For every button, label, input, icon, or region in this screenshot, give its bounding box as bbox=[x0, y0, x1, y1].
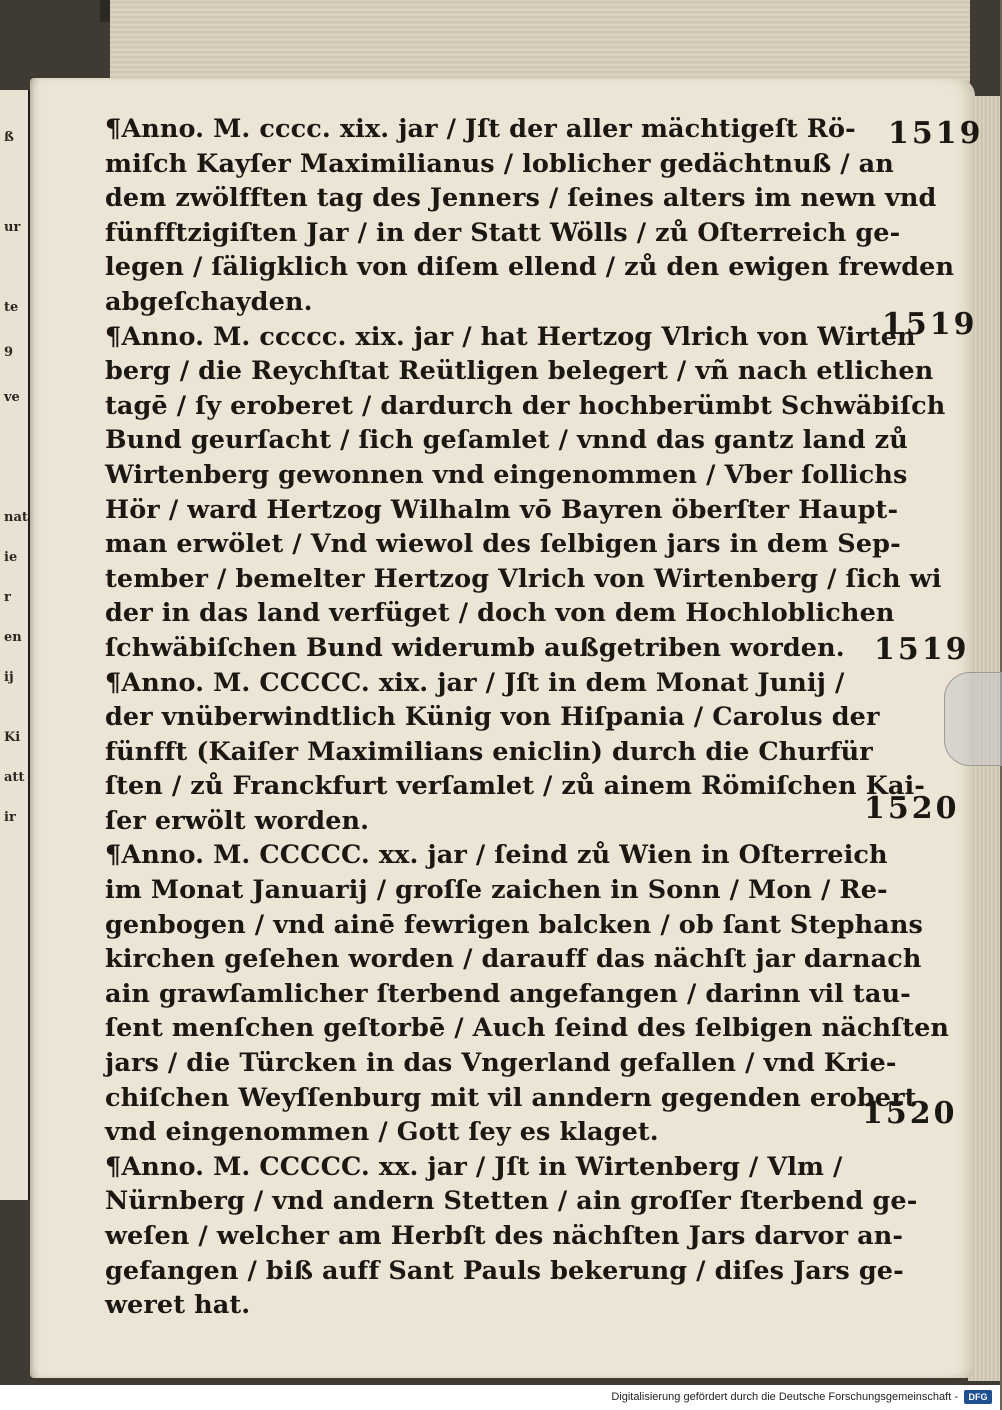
facing-page-text: ij bbox=[4, 670, 14, 685]
facing-page-text: nat bbox=[4, 510, 28, 525]
margin-year-1519-b: 1519 bbox=[882, 307, 978, 342]
text-line: dem zwölfften tag des Jenners / ſeines alters im newn vnd bbox=[105, 183, 937, 214]
chronicle-entry-1520-b bbox=[105, 1150, 918, 1323]
text-line: ¶Anno. M. ccccc. xix. jar / hat Hertzog Vlrich von Wirten bbox=[105, 321, 916, 352]
margin-year-1519-a: 1519 bbox=[888, 116, 984, 151]
text-line: jars / die Türcken in das Vngerland gefallen / vnd Krie- bbox=[105, 1048, 897, 1079]
facing-page-text: 9 bbox=[4, 345, 14, 360]
text-line: im Monat Januarij / groſſe zaichen in Sonn / Mon / Re- bbox=[105, 875, 888, 906]
text-line: fünfftzigiſten Jar / in der Statt Wölls / zů Oſterreich ge- bbox=[105, 217, 901, 248]
text-line: fünfft (Kaiſer Maximilians eniclin) durch die Churfür bbox=[105, 736, 873, 767]
text-line: tagē / ſy eroberet / dardurch der hochberümbt Schwäbiſch bbox=[105, 390, 946, 421]
text-line: Nürnberg / vnd andern Stetten / ain groſſer ſterbend ge- bbox=[105, 1186, 918, 1217]
text-line: abgeſchayden. bbox=[105, 286, 313, 317]
text-line: gefangen / biß auff Sant Pauls bekerung / diſes Jars ge- bbox=[105, 1255, 904, 1286]
margin-year-1520-b: 1520 bbox=[862, 1096, 958, 1131]
text-line: vnd eingenommen / Gott ſey es klaget. bbox=[105, 1117, 659, 1148]
text-line: ¶Anno. M. CCCCC. xx. jar / ſeind zů Wien in Oſterreich bbox=[105, 840, 888, 871]
text-line: Bund geurſacht / ſich geſamlet / vnnd das gantz land zů bbox=[105, 425, 908, 456]
text-line: tember / bemelter Hertzog Vlrich von Wirtenberg / ſich wi bbox=[105, 563, 942, 594]
facing-page-fragment bbox=[0, 90, 31, 1200]
facing-page-text: ve bbox=[4, 390, 20, 405]
text-line: man erwölet / Vnd wiewol des ſelbigen jars in dem Sep- bbox=[105, 529, 901, 560]
facing-page-text: att bbox=[4, 770, 25, 785]
text-line: ſten / zů Franckfurt verſamlet / zů ainem Römiſchen Kai- bbox=[105, 771, 925, 802]
facing-page-text: Ki bbox=[4, 730, 21, 745]
text-line: ſent menſchen geſtorbē / Auch ſeind des ſelbigen nächſten bbox=[105, 1013, 950, 1044]
margin-year-1520-a: 1520 bbox=[864, 791, 960, 826]
text-line: der in das land verfüget / doch von dem Hochloblichen bbox=[105, 598, 895, 629]
text-line: ¶Anno. M. cccc. xix. jar / Jſt der aller mächtigeſt Rö- bbox=[105, 114, 856, 144]
text-line: der vnüberwindtlich Künig von Hiſpania / Carolus der bbox=[105, 702, 880, 733]
text-line: ſer erwölt worden. bbox=[105, 805, 370, 836]
text-line: ¶Anno. M. CCCCC. xx. jar / Jſt in Wirtenberg / Vlm / bbox=[105, 1151, 843, 1182]
page-stack-top-edge bbox=[110, 0, 970, 84]
facing-page-text: r bbox=[4, 590, 11, 605]
facing-page-text: ie bbox=[4, 550, 18, 565]
text-line: weſen / welcher am Herbſt des nächſten Jars darvor an- bbox=[105, 1221, 904, 1251]
funding-credit: Digitalisierung gefördert durch die Deutsche Forschungsgemeinschaft - bbox=[611, 1391, 958, 1403]
facing-page-text: te bbox=[4, 300, 19, 315]
text-line: genbogen / vnd ainē fewrigen balcken / ob ſant Stephans bbox=[105, 909, 923, 940]
dfg-logo-icon: DFG bbox=[964, 1390, 992, 1404]
text-line: berg / die Reychſtat Reütligen belegert / vñ nach etlichen bbox=[105, 356, 934, 387]
footer-bar bbox=[0, 1385, 1000, 1410]
margin-year-1519-c: 1519 bbox=[874, 632, 970, 667]
text-line: legen / ſäligklich von diſem ellend / zů den ewigen frewden bbox=[105, 252, 955, 283]
text-line: weret hat. bbox=[105, 1290, 251, 1321]
facing-page-text: ur bbox=[4, 220, 21, 235]
facing-page-text: en bbox=[4, 630, 22, 645]
text-line: ain grawſamlicher ſterbend angefangen / darinn vil tau- bbox=[105, 978, 911, 1009]
text-line: ¶Anno. M. CCCCC. xix. jar / Jſt in dem Monat Junij / bbox=[105, 667, 845, 698]
text-line: ſchwäbiſchen Bund widerumb außgetriben worden. bbox=[105, 632, 845, 663]
text-line: Wirtenberg gewonnen vnd eingenommen / Vber ſollichs bbox=[105, 459, 908, 490]
text-line: Hör / ward Hertzog Wilhalm vō Bayren öberſter Haupt- bbox=[105, 494, 899, 525]
text-line: miſch Kayſer Maximilianus / loblicher gedächtnuß / an bbox=[105, 148, 894, 179]
page-clip bbox=[944, 672, 1002, 766]
facing-page-text: ß bbox=[4, 130, 14, 145]
text-line: chiſchen Weyſſenburg mit vil anndern gegenden erobert bbox=[105, 1082, 917, 1113]
text-line: kirchen geſehen worden / darauff das nächſt jar darnach bbox=[105, 944, 922, 975]
facing-page-text: ir bbox=[4, 810, 16, 825]
